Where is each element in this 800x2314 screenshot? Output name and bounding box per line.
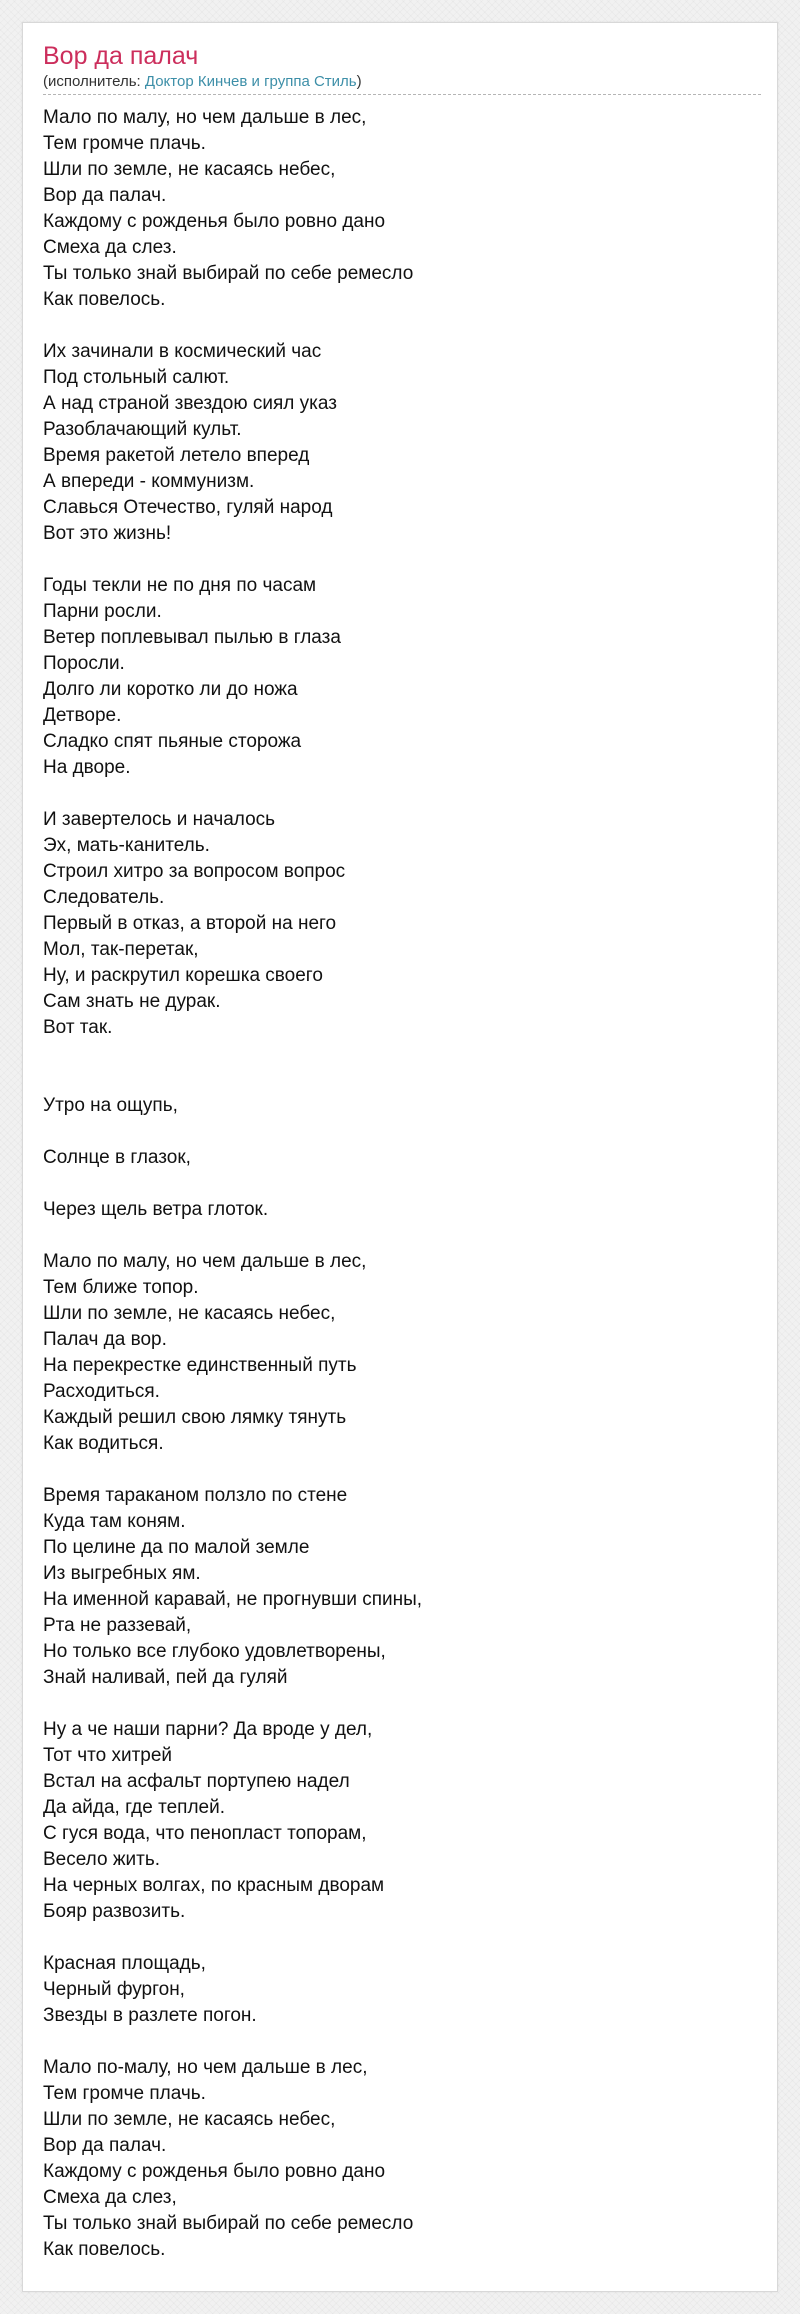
lyrics-text: [43, 105, 761, 2263]
lyric-line: Смеха да слез,: [43, 2187, 177, 2208]
lyric-line: Эх, мать-канитель.: [43, 835, 210, 856]
lyric-line: Мало по-малу, но чем дальше в лес,: [43, 2057, 368, 2078]
lyric-line: Сам знать не дурак.: [43, 991, 221, 1012]
lyrics-card: [22, 22, 778, 2292]
lyric-blank-line: [43, 1041, 761, 1067]
lyric-line: Сладко спят пьяные сторожа: [43, 731, 302, 752]
lyric-line: Парни росли.: [43, 601, 162, 622]
lyric-line: Как повелось.: [43, 2239, 166, 2260]
lyric-line: Годы текли не по дня по часам: [43, 575, 317, 596]
lyric-line: Детворе.: [43, 705, 122, 726]
lyric-line: По целине да по малой земле: [43, 1537, 310, 1558]
lyric-blank-line: [43, 1691, 761, 1717]
lyric-line: Каждому с рожденья было ровно дано: [43, 211, 386, 232]
lyric-blank-line: [43, 1457, 761, 1483]
lyric-line: Время тараканом ползло по стене: [43, 1485, 348, 1506]
lyric-line: Мол, так-перетак,: [43, 939, 199, 960]
lyric-line: Славься Отечество, гуляй народ: [43, 497, 333, 518]
lyric-line: Солнце в глазок,: [43, 1147, 191, 1168]
lyric-line: Мало по малу, но чем дальше в лес,: [43, 107, 367, 128]
lyric-line: Строил хитро за вопросом вопрос: [43, 861, 346, 882]
lyric-line: Следователь.: [43, 887, 165, 908]
lyric-line: Разоблачающий культ.: [43, 419, 242, 440]
lyric-line: Палач да вор.: [43, 1329, 167, 1350]
lyric-line: Красная площадь,: [43, 1953, 206, 1974]
lyric-blank-line: [43, 1925, 761, 1951]
lyric-line: Ветер поплевывал пылью в глаза: [43, 627, 341, 648]
lyric-line: На именной каравай, не прогнувши спины,: [43, 1589, 423, 1610]
lyric-line: Из выгребных ям.: [43, 1563, 201, 1584]
lyric-blank-line: [43, 781, 761, 807]
artist-link[interactable]: Доктор Кинчев и группа Стиль: [144, 73, 357, 90]
lyric-line: На дворе.: [43, 757, 131, 778]
lyric-blank-line: [43, 1067, 761, 1093]
lyric-line: Каждый решил свою лямку тянуть: [43, 1407, 347, 1428]
lyric-line: Под стольный салют.: [43, 367, 230, 388]
lyric-line: Как повелось.: [43, 289, 166, 310]
lyric-blank-line: [43, 1119, 761, 1145]
lyric-line: На черных волгах, по красным дворам: [43, 1875, 385, 1896]
lyric-line: Черный фургон,: [43, 1979, 185, 2000]
artist-line: [43, 73, 761, 95]
lyric-line: Весело жить.: [43, 1849, 161, 1870]
lyric-line: Через щель ветра глоток.: [43, 1199, 269, 1220]
lyric-line: Встал на асфальт портупею надел: [43, 1771, 350, 1792]
lyric-line: А впереди - коммунизм.: [43, 471, 255, 492]
lyric-line: Мало по малу, но чем дальше в лес,: [43, 1251, 367, 1272]
lyric-blank-line: [43, 547, 761, 573]
lyric-line: Шли по земле, не касаясь небес,: [43, 159, 336, 180]
lyric-line: Но только все глубоко удовлетворены,: [43, 1641, 386, 1662]
lyric-line: Как водиться.: [43, 1433, 164, 1454]
lyric-line: Рта не раззевай,: [43, 1615, 192, 1636]
lyric-line: Шли по земле, не касаясь небес,: [43, 1303, 336, 1324]
lyric-line: Звезды в разлете погон.: [43, 2005, 257, 2026]
lyric-line: Поросли.: [43, 653, 125, 674]
song-title: Вор да палач: [43, 42, 199, 70]
lyric-line: Да айда, где теплей.: [43, 1797, 226, 1818]
lyric-line: Каждому с рожденья было ровно дано: [43, 2161, 386, 2182]
lyric-line: Первый в отказ, а второй на него: [43, 913, 337, 934]
lyric-line: Куда там коням.: [43, 1511, 186, 1532]
lyric-line: Ну, и раскрутил корешка своего: [43, 965, 323, 986]
lyric-line: Тем громче плачь.: [43, 133, 206, 154]
lyric-blank-line: [43, 1223, 761, 1249]
lyric-line: Ты только знай выбирай по себе ремесло: [43, 263, 414, 284]
lyric-line: Вот так.: [43, 1017, 113, 1038]
lyric-line: Утро на ощупь,: [43, 1095, 178, 1116]
lyric-line: Вот это жизнь!: [43, 523, 172, 544]
lyric-line: Тем ближе топор.: [43, 1277, 199, 1298]
lyric-line: Смеха да слез.: [43, 237, 177, 258]
lyric-line: Знай наливай, пей да гуляй: [43, 1667, 288, 1688]
lyric-line: Ты только знай выбирай по себе ремесло: [43, 2213, 414, 2234]
lyric-line: На перекрестке единственный путь: [43, 1355, 357, 1376]
lyric-line: Время ракетой летело вперед: [43, 445, 310, 466]
lyric-line: Долго ли коротко ли до ножа: [43, 679, 298, 700]
lyric-line: Шли по земле, не касаясь небес,: [43, 2109, 336, 2130]
lyric-line: Тот что хитрей: [43, 1745, 173, 1766]
lyric-line: Бояр развозить.: [43, 1901, 186, 1922]
lyric-blank-line: [43, 2029, 761, 2055]
lyric-line: Расходиться.: [43, 1381, 160, 1402]
artist-prefix: (исполнитель:: [43, 73, 145, 90]
lyric-line: С гуся вода, что пенопласт топорам,: [43, 1823, 367, 1844]
lyric-line: Вор да палач.: [43, 185, 167, 206]
lyric-line: Их зачинали в космический час: [43, 341, 322, 362]
lyric-line: А над страной звездою сиял указ: [43, 393, 337, 414]
lyric-blank-line: [43, 1171, 761, 1197]
lyric-blank-line: [43, 313, 761, 339]
lyric-line: Тем громче плачь.: [43, 2083, 206, 2104]
artist-suffix: ): [356, 73, 362, 90]
lyric-line: Вор да палач.: [43, 2135, 167, 2156]
lyric-line: И завертелось и началось: [43, 809, 276, 830]
lyric-line: Ну а че наши парни? Да вроде у дел,: [43, 1719, 373, 1740]
